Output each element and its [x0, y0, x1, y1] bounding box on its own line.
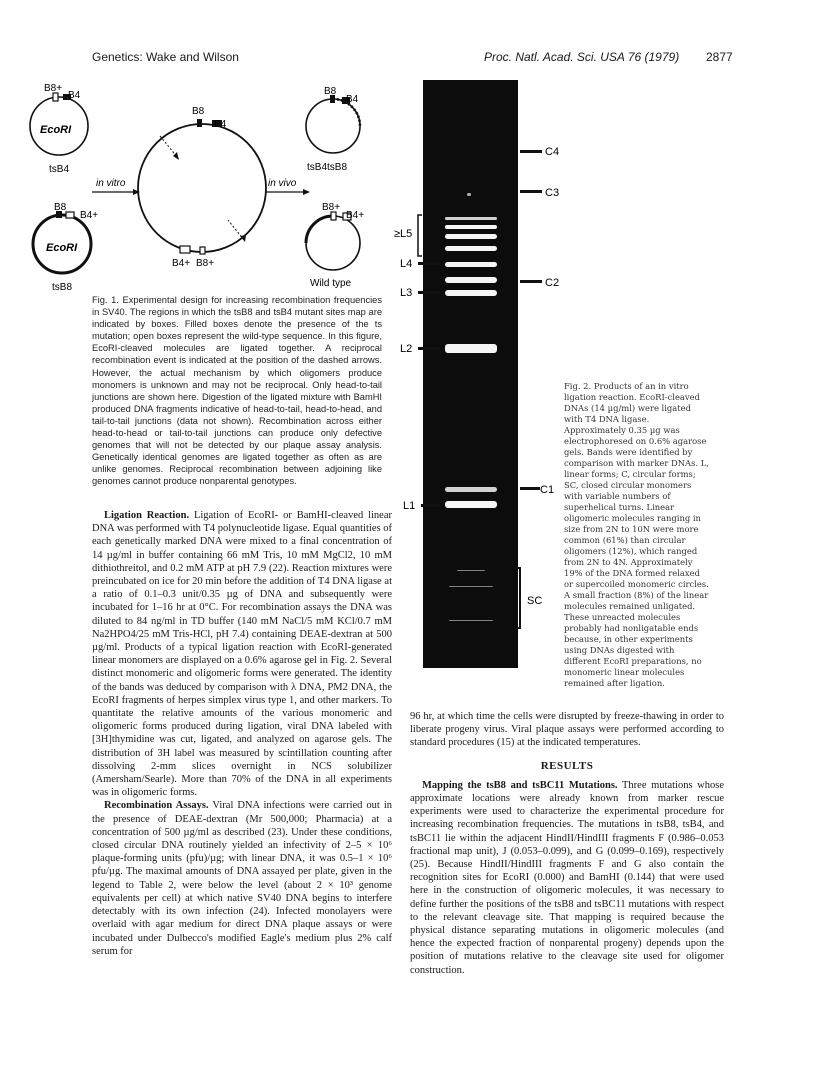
- tsb4-b4-label: B4: [68, 90, 81, 101]
- gel-label-sc: SC: [527, 595, 543, 607]
- figure1-caption: Fig. 1. Experimental design for increasing recombination frequencies in SV40. The regions in which the tsB8 and tsB4 mutant sites map are indicated by boxes. Filled boxes denote the presence of the ts mutation; open boxes represent the wild-type sequence. In this figure, EcoRI-cleaved molecules are ligated together. A reciprocal recombination event is indicated at the position of the dashed arrows. However, the actual mechanism by which oligomers produce monomers is unknown and may not be reciprocal. Only head-to-tail junctions are shown here. Digestion of the ligated mixture with BamHI produced DNA fragments indicative of head-to-tail, head-to-head, and tail-to-tail junctions (data not shown). Recombination across either head-to-head or tail-to-tail junctions can produce only defective genomes that will not be detected by our plaque assay analysis. Genetically identical genomes are ligated together as often as are unlike genomes. Reciprocal recombination between adjoining like genomes cannot produce nonparental genotypes.: [92, 295, 382, 487]
- mapping-body: Three mutations whose approximate locations were already known from marker rescue experiments were used to characterize the experimental procedure for increasing recombination frequencies. The mutations in tsB8, tsB4, and tsBC11 lie within the adjacent HindII/HindIII fragments F (0.986–0.053 fractional map unit), J (0.053–0.099), and G (0.099–0.169), respectively (25). Because HindII/HindIII fragments F and G also contain the recognition sites for EcoRI (0.000) and BamHI (0.144) that were used here in the construction of oligomeric molecules, it was necessary to define further the positions of the tsB8 and tsBC11 mutations with respect to the relevant cleavage site. That mapping is required because the physical distance separating mutations in oligomeric molecules (and hence the expected fraction of nonparental progeny) depends upon the position of mutations relative to the cleavage site used for oligomer construction.: [410, 779, 724, 976]
- wild-type-b4-label: B4+: [346, 210, 365, 221]
- ligation-reaction-paragraph: [92, 509, 392, 799]
- tsb4-b8-label: B8+: [44, 83, 63, 94]
- mapping-heading: Mapping the tsB8 and tsBC11 Mutations.: [422, 779, 618, 791]
- gel-label-l3: L3: [400, 287, 413, 299]
- tsb8-b8-label: B8: [54, 202, 67, 213]
- tsb8-name: tsB8: [52, 282, 73, 293]
- running-header-authors: Genetics: Wake and Wilson: [92, 50, 239, 64]
- figure2-caption: Fig. 2. Products of an in vitro ligation reaction. EcoRI-cleaved DNAs (14 µg/ml) were ligated with T4 DNA ligase. Approximately 0.35 µg was electrophoresed on 0.6% agarose gels. Bands were identified by comparison with marker DNAs. L, linear forms; C, circular forms; SC, closed circular monomers with variable numbers of superhelical turns. Linear oligomeric molecules ranging in size from 2N to 10N were more common (61%) than circular oligomers (12%), which ranged from 2N to 4N. Approximately 19% of the DNA formed relaxed or supercoiled monomeric circles. A small fraction (8%) of the linear molecules remained unligated. These unreacted molecules probably had nonligatable ends because, in other experiments using DNAs digested with different EcoRI preparations, no monomeric linear molecules remained after ligation.: [564, 381, 709, 688]
- ligation-reaction-heading: Ligation Reaction.: [104, 510, 190, 521]
- dimer-bottom-b8-label: B8+: [196, 258, 215, 269]
- tsb4-name: tsB4: [49, 164, 70, 175]
- dimer-bottom-b4-label: B4+: [172, 258, 191, 269]
- gel-tick-c1: [520, 487, 540, 490]
- gel-tick-c2: [520, 280, 542, 283]
- gel-tick-l4: [418, 262, 440, 265]
- recombination-assays-body: Viral DNA infections were carried out in the presence of DEAE-dextran (Mr 500,000; Pharmacia) at a concentration of 500 µg/ml as described (23). Under these conditions, closed circular DNA routinely yielded an infectivity of 2–5 × 10⁶ plaque-forming units (pfu)/µg; with linear DNA, it was 0.5–1 × 10⁶ pfu/µg. The maximal amounts of DNA assayed per plate, given in the legend to Table 2, were below the level (about 2 × 10³ genome equivalents per cell) at which native SV40 DNA begins to interfere detectably with its own infection (24). Infected monolayers were overlaid with agar medium for direct DNA plaque assays or were incubated under Dulbecco's modified Eagle's medium plus 2% calf serum for: [92, 800, 392, 957]
- gel-label-l5: ≥L5: [394, 228, 413, 240]
- gel-label-c2: C2: [545, 277, 560, 289]
- left-text-column: [92, 509, 392, 958]
- tsb4-ecori-label: EcoRI: [40, 124, 72, 136]
- gel-tick-l3: [418, 291, 440, 294]
- ligation-reaction-body: Ligation of EcoRI- or BamHI-cleaved linear DNA was performed with T4 polynucleotide ligase. Equal quantities of each genetically marked DNA were mixed to a final concentration of 14 µg/ml in buffer containing 66 mM Tris, 10 mM MgCl2, 10 mM dithiothreitol, and 0.2 mM ATP at pH 7.9 (22). Reaction mixtures were preincubated on ice for 20 min before the addition of T4 DNA ligase at a ratio of 0.1–0.3 unit/0.35 µg of DNA and subsequently were incubated for 1–16 hr at 0°C. For recombination assays the DNA was diluted to 84 ng/ml in TD buffer (140 mM NaCl/5 mM KCl/0.7 mM Na2HPO4/25 mM Tris-HCl, pH 7.4) containing DEAE-dextran at 500 µg/ml. Products of a typical ligation reaction with EcoRI-generated linear monomers are displayed on a 0.6% agarose gel in Fig. 2. Several distinct monomeric and oligomeric forms were generated. The identity of the bands was deduced by comparison with λ DNA, PM2 DNA, the EcoRI fragments of herpes simplex virus type 1, and other markers. To quantitate the relative amounts of the various monomeric and oligomeric forms produced during ligation, viral DNA labeled with [3H]thymidine was cut, ligated, and analyzed on agarose gels. The distribution of 3H label was measured by scintillation counting after dissolving 2-mm slices overnight in NCS solubilizer (Amersham/Searle). More than 70% of the DNA in all experiments was in oligomeric forms.: [92, 510, 392, 799]
- gel-tick-l1: [421, 504, 441, 507]
- double-mutant-b4-label: B4: [346, 94, 359, 105]
- gel-tick-c3: [520, 190, 542, 193]
- gel-label-c1: C1: [540, 484, 555, 496]
- wild-type-name: Wild type: [310, 278, 352, 289]
- gel-bracket-sc: [514, 568, 520, 628]
- double-mutant-name: tsB4tsB8: [307, 162, 348, 173]
- running-header-journal: Proc. Natl. Acad. Sci. USA 76 (1979): [484, 50, 680, 64]
- in-vivo-label: in vivo: [268, 178, 297, 189]
- results-heading: RESULTS: [540, 759, 594, 772]
- dimer-top-b8-label: B8: [192, 106, 205, 117]
- gel-label-c3: C3: [545, 187, 560, 199]
- gel-label-c4: C4: [545, 146, 560, 158]
- wild-type-b8-label: B8+: [322, 202, 341, 213]
- gel-label-l1: L1: [403, 500, 416, 512]
- mapping-paragraph: [410, 779, 724, 977]
- gel-label-l4: L4: [400, 258, 413, 270]
- dimer-top-b4-label: B4: [214, 119, 227, 130]
- gel-label-l2: L2: [400, 343, 413, 355]
- recombination-assays-heading: Recombination Assays.: [104, 800, 209, 812]
- double-mutant-b8-label: B8: [324, 86, 337, 97]
- gel-bracket-l5: [418, 215, 422, 256]
- in-vitro-label: in vitro: [96, 178, 126, 189]
- gel-tick-c4: [520, 150, 542, 153]
- page-number: 2877: [706, 50, 733, 64]
- tsb8-ecori-label: EcoRI: [46, 242, 78, 254]
- tsb8-b4-label: B4+: [80, 210, 99, 221]
- recombination-assays-paragraph: [92, 799, 392, 957]
- right-text-column: [410, 710, 724, 977]
- gel-tick-l2: [418, 347, 440, 350]
- continued-paragraph: 96 hr, at which time the cells were disrupted by freeze-thawing in order to liberate progeny virus. Viral plaque assays were performed according to standard procedures (15) at the indicated temperatures.: [410, 711, 724, 749]
